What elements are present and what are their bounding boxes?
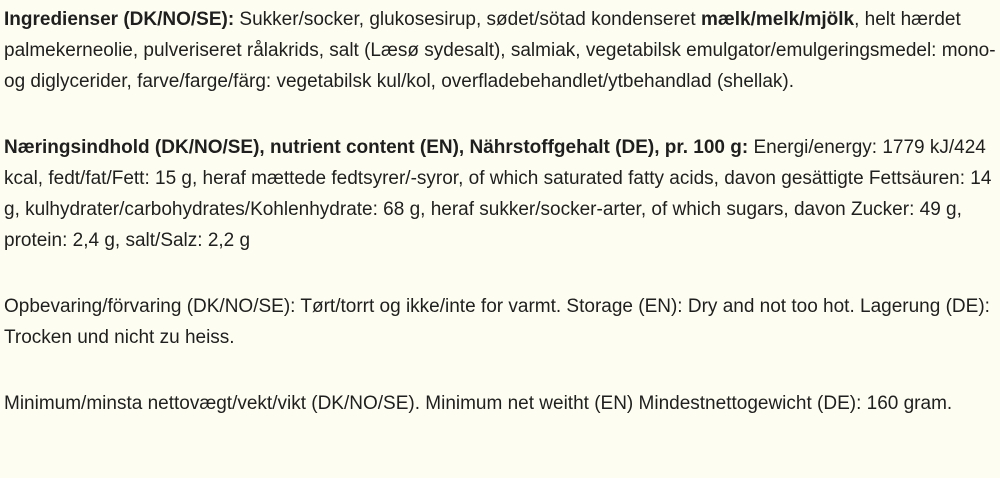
- allergen-milk: mælk/melk/mjölk: [700, 9, 855, 30]
- nutrition-text: Energi/energy: 1779 kJ/424 kcal, fedt/fat/Fett: 15 g, heraf mættede fedtsyrer/-syror, of which saturated fatty acids, davon gesättigte Fettsäuren: 14 g, kulhydrater/carbohydrates/Kohlenhydrate: 68 g, heraf sukker/socker-arter, of which sugars, davon Zucker: 49 g, protein: 2,4 g, salt/Salz: 2,2 g: [4, 137, 992, 251]
- storage-paragraph: Opbevaring/förvaring (DK/NO/SE): Tørt/torrt og ikke/inte for varmt. Storage (EN): Dry and not too hot. Lagerung (DE): Trocken und nicht zu heiss.: [4, 296, 990, 348]
- ingredients-text-1: Sukker/socker, glukosesirup, sødet/sötad kondenseret: [234, 9, 701, 30]
- ingredients-label: Ingredienser (DK/NO/SE):: [4, 9, 235, 30]
- nutrition-paragraph: [4, 132, 996, 256]
- ingredients-paragraph: [4, 4, 996, 97]
- ingredients-text-2: , helt hærdet palmekerneolie, pulveriseret rålakrids, salt (Læsø sydesalt), salmiak, vegetabilsk emulgator/emulgeringsmedel: mono- og diglycerider, farve/farge/färg: vegetabilsk kul/kol, overfladebehandlet/ytbehandlad (shellak).: [4, 9, 996, 92]
- nutrition-label: Næringsindhold (DK/NO/SE), nutrient content (EN), Nährstoffgehalt (DE), pr. 100 g:: [4, 137, 749, 158]
- weight-paragraph: Minimum/minsta nettovægt/vekt/vikt (DK/NO/SE). Minimum net weitht (EN) Mindestnettogewicht (DE): 160 gram.: [4, 393, 953, 414]
